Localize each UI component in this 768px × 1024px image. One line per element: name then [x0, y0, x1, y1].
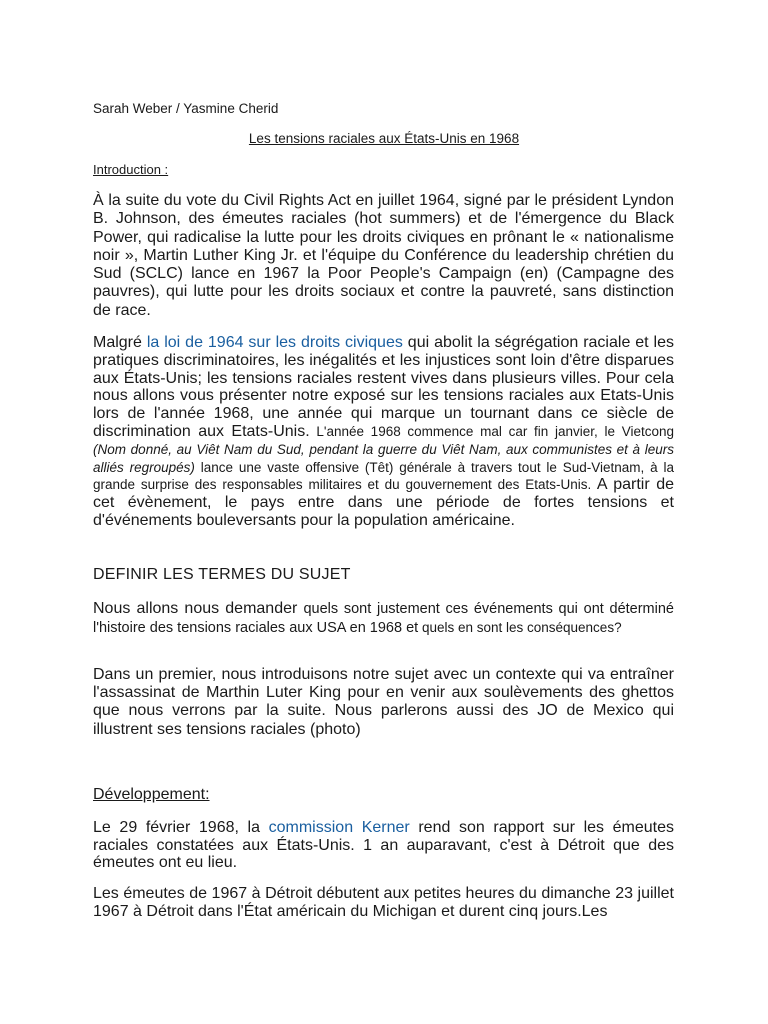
p2-italic-note: (Nom donné, au Viêt Nam du Sud, pendant la guerre du Viêt Nam, aux communistes et à leurs alliés regroupés) [93, 441, 674, 475]
introduction-label: Introduction : [93, 162, 169, 177]
p3-text-a: Nous allons nous demander [93, 600, 304, 617]
p2-text-e: A partir de cet évènement, le pays entre dans une période de fortes tensions et d'événements bouleversants pour la population américaine. [93, 476, 674, 529]
development-paragraph-1 [93, 819, 674, 872]
p5-text-a: Le 29 février 1968, la [93, 819, 269, 836]
plan-paragraph: Dans un premier, nous introduisons notre sujet avec un contexte qui va entraîner l'assassinat de Marthin Luter King pour en venir aux soulèvements des ghettos que nous verrons par la suite. Nous parlerons aussi des JO de Mexico qui illustrent ses tensions raciales (photo) [93, 666, 674, 738]
intro-paragraph-2 [93, 334, 674, 530]
question-paragraph [93, 600, 674, 637]
section-heading: DEFINIR LES TERMES DU SUJET [93, 566, 351, 583]
intro-paragraph-1: À la suite du vote du Civil Rights Act en juillet 1964, signé par le président Lyndon B. Johnson, des émeutes raciales (hot summers) et de l'émergence du Black Power, qui radicalise la lutte pour les droits civiques en prônant le « nationalisme noir », Martin Luther King Jr. et l'équipe du Conférence du leadership chrétien du Sud (SCLC) lance en 1967 la Poor People's Campaign (en) (Campagne des pauvres), qui lutte pour les droits sociaux et contre la pauvreté, sans distinction de race. [93, 192, 674, 319]
p3-text-b: quels sont justement ces événements qui ont déterminé l'histoire des tensions raciales aux USA en 1968 et [93, 601, 674, 636]
p2-text-c: L'année 1968 commence mal car fin janvier, le Vietcong [309, 423, 674, 439]
p2-text-b: qui abolit la ségrégation raciale et les pratiques discriminatoires, les inégalités et les injustices sont loin d'être disparues aux États-Unis; les tensions raciales restent vives dans plusieurs villes. Pour cela nous allons vous présenter notre exposé sur les tensions raciales aux Etats-Unis lors de l'année 1968, une année qui marque un tournant dans ce siècle de discrimination aux Etats-Unis. [93, 334, 675, 440]
p2-text-a: Malgré [93, 334, 147, 351]
p2-text-d: lance une vaste offensive (Têt) générale à travers tout le Sud-Vietnam, à la grande surprise des responsables militaires et du gouvernement des Etats-Unis. [93, 459, 674, 493]
p3-text-c: quels en sont les conséquences? [418, 619, 622, 635]
civil-rights-law-link[interactable]: la loi de 1964 sur les droits civiques [146, 334, 403, 351]
authors-line: Sarah Weber / Yasmine Cherid [93, 101, 279, 116]
development-label: Développement: [93, 786, 210, 803]
document-title: Les tensions raciales aux États-Unis en 1968 [248, 131, 520, 146]
development-paragraph-2: Les émeutes de 1967 à Détroit débutent aux petites heures du dimanche 23 juillet 1967 à Détroit dans l'État américain du Michigan et durent cinq jours.Les [93, 885, 674, 920]
kerner-commission-link[interactable]: commission Kerner [268, 819, 410, 836]
p5-text-b: rend son rapport sur les émeutes raciales constatées aux États-Unis. 1 an auparavant, c'est à Détroit que des émeutes ont eu lieu. [93, 819, 674, 872]
